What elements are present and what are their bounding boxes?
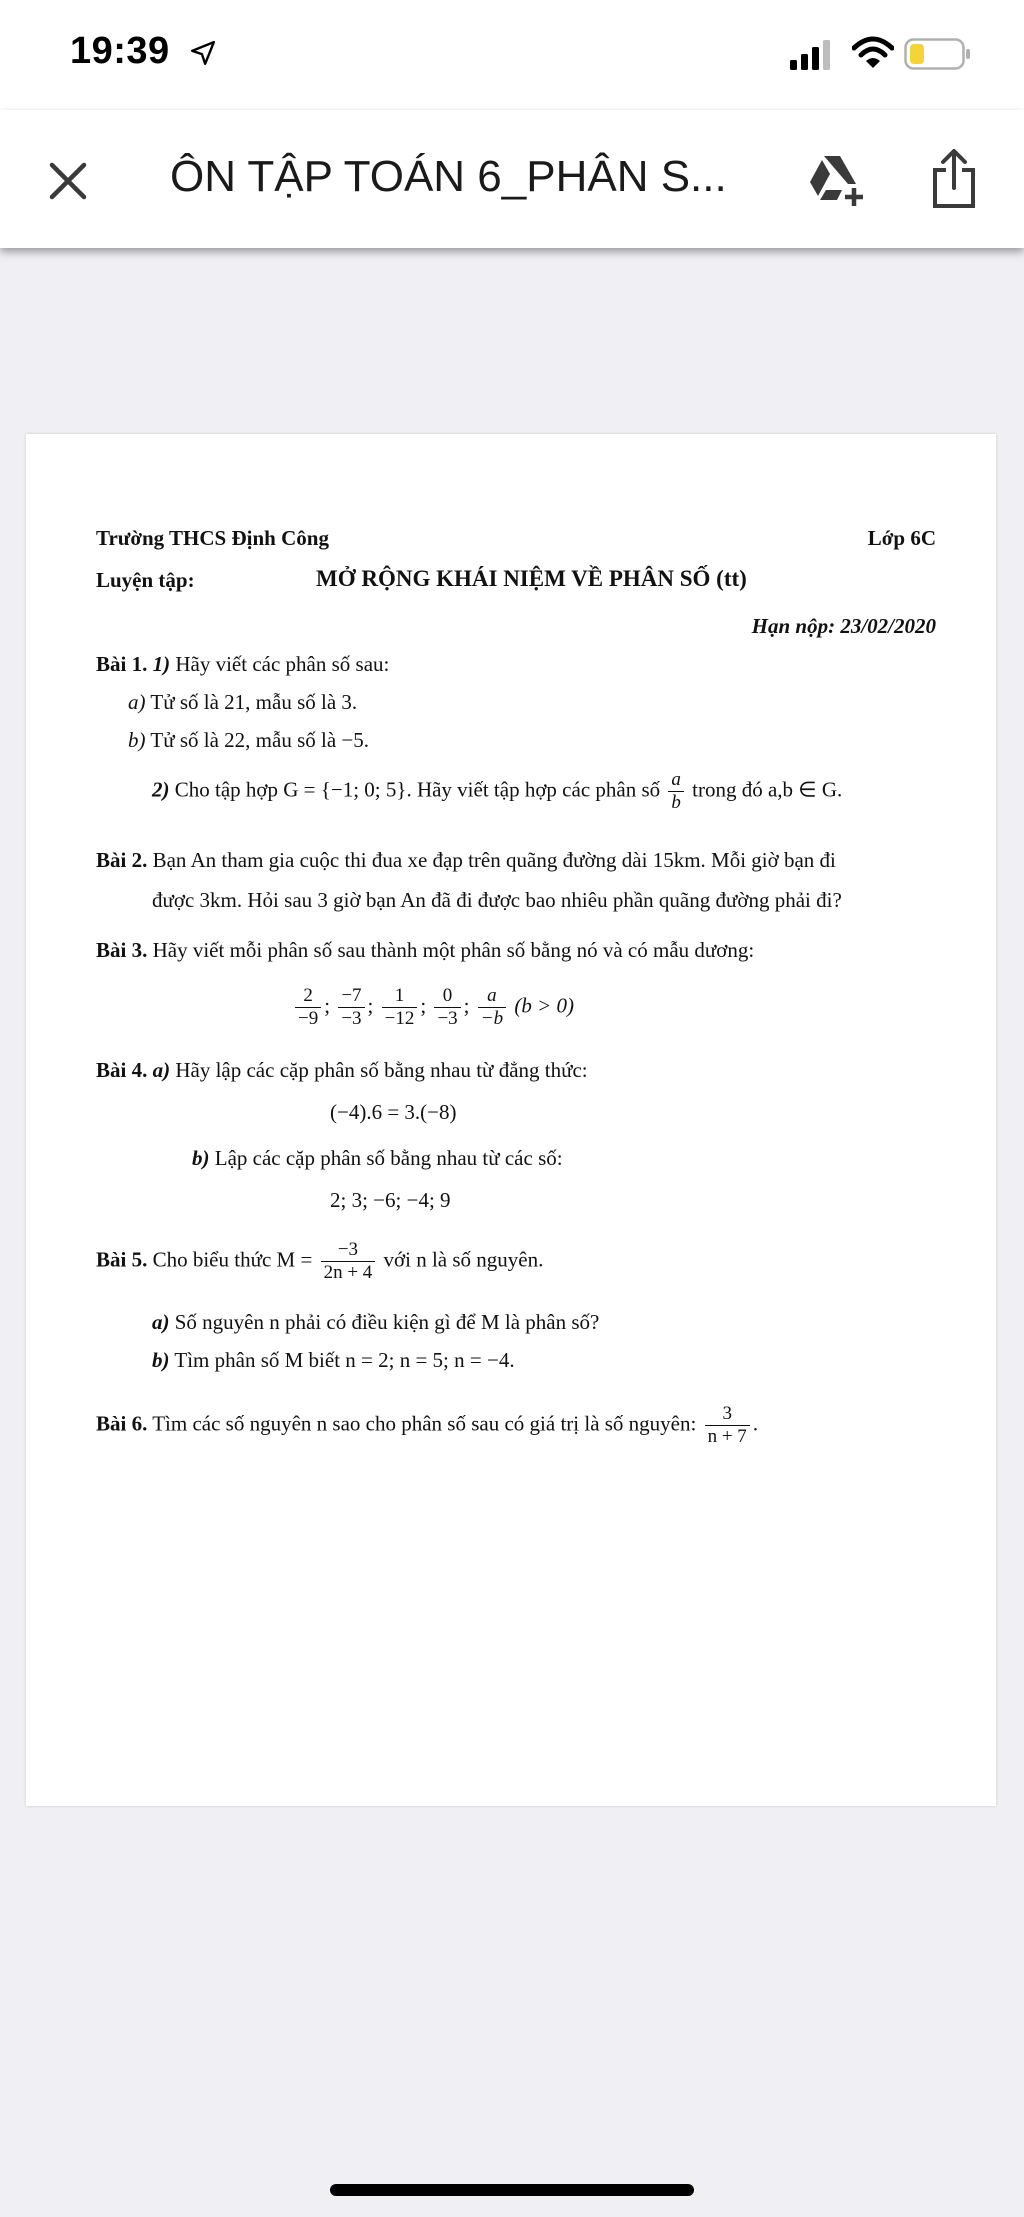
home-indicator[interactable] [330, 2184, 694, 2196]
bai1-fraction [668, 770, 684, 813]
bai1-part2-label: 2) [152, 777, 170, 802]
bai5-a [152, 1310, 599, 1335]
fraction-5-num: a [478, 986, 506, 1008]
fraction-1-den: −9 [298, 1007, 319, 1029]
bai5-pre: Cho biểu thức M = [152, 1247, 313, 1272]
bai4-heading [96, 1058, 588, 1083]
bai1-part2-pre: Cho tập hợp G = {−1; 0; 5}. Hãy viết tập hợp các phân số [174, 777, 661, 802]
bai5-b [152, 1348, 515, 1373]
bai1-b [128, 728, 369, 753]
document-content [26, 434, 996, 1806]
bai6-fraction-den: n + 7 [707, 1425, 747, 1447]
bai4-b [192, 1146, 563, 1171]
bai4-equation: (−4).6 = 3.(−8) [330, 1100, 457, 1124]
bai1-label: Bài 1. [96, 652, 148, 676]
bai5-fraction [321, 1240, 376, 1283]
bai3-heading [96, 938, 754, 963]
bai5-fraction-num: −3 [321, 1240, 376, 1262]
class-name: Lớp 6C [867, 526, 936, 550]
bai3-condition: (b > 0) [514, 993, 574, 1018]
bai3-label: Bài 3. [96, 938, 148, 962]
status-bar [0, 0, 1024, 110]
close-icon[interactable] [42, 155, 94, 207]
bai2-line1 [96, 848, 836, 873]
fraction-4-num: 0 [434, 986, 460, 1008]
bai2-text1: Bạn An tham gia cuộc thi đua xe đạp trên quãng đường dài 15km. Mỗi giờ bạn đi [152, 848, 836, 872]
bai3-text: Hãy viết mỗi phân số sau thành một phân số bằng nó và có mẫu dương: [152, 938, 755, 962]
bai5-post: với n là số nguyên. [383, 1247, 544, 1272]
bai1-part1-label: 1) [152, 652, 171, 676]
bai1-b-text: Tử số là 22, mẫu số là −5. [150, 728, 369, 752]
bai5-a-text: Số nguyên n phải có điều kiện gì để M là phân số? [174, 1310, 600, 1334]
fraction-5 [478, 986, 506, 1029]
battery-icon [904, 38, 972, 70]
exercise-label: Luyện tập: [96, 568, 195, 592]
bai6-label: Bài 6. [96, 1411, 148, 1436]
deadline: Hạn nộp: 23/02/2020 [751, 614, 936, 638]
bai1-part2 [152, 770, 842, 813]
bai4-b-label: b) [192, 1146, 210, 1170]
nav-bar [0, 110, 1024, 248]
fraction-1-num: 2 [295, 986, 321, 1008]
bai1-part1-text: Hãy viết các phân số sau: [175, 652, 390, 676]
bai4-numbers: 2; 3; −6; −4; 9 [330, 1188, 451, 1212]
signal-icon [790, 40, 834, 70]
bai1-fraction-num: a [668, 770, 684, 792]
bai1-a-text: Tử số là 21, mẫu số là 3. [150, 690, 358, 714]
bai6-line [96, 1404, 758, 1447]
fraction-2-num: −7 [338, 986, 364, 1008]
wifi-icon [852, 36, 894, 70]
fraction-4 [434, 986, 460, 1029]
fraction-3-den: −12 [384, 1007, 415, 1029]
fraction-3-num: 1 [382, 986, 418, 1008]
bai4-a-text: Hãy lập các cặp phân số bằng nhau từ đẳng thức: [175, 1058, 588, 1082]
worksheet-title: MỞ RỘNG KHÁI NIỆM VỀ PHÂN SỐ (tt) [316, 566, 747, 591]
fraction-5-den: −b [480, 1007, 504, 1029]
bai4-b-text: Lập các cặp phân số bằng nhau từ các số: [214, 1146, 563, 1170]
bai6-end: . [752, 1411, 759, 1436]
bai1-heading [96, 652, 389, 677]
bai1-a-label: a) [128, 690, 146, 714]
share-icon[interactable] [930, 148, 978, 210]
bai5-b-label: b) [152, 1348, 170, 1372]
fraction-1 [295, 986, 321, 1029]
location-arrow-icon [190, 40, 216, 66]
bai5-fraction-den: 2n + 4 [323, 1261, 373, 1283]
bai2-label: Bài 2. [96, 848, 148, 872]
bai1-a [128, 690, 357, 715]
fraction-4-den: −3 [437, 1007, 458, 1029]
bai1-fraction-den: b [671, 791, 681, 813]
bai2-line2: được 3km. Hỏi sau 3 giờ bạn An đã đi được bao nhiêu phần quãng đường phải đi? [152, 888, 842, 912]
fraction-2-den: −3 [341, 1007, 362, 1029]
bai3-fractions: $\frac{2}{-9}$ ; $\frac{-7}{-3}$ ; $\frac{1}{-12}$ ; $\frac{0}{-3}$ ; $\frac{a}{-b}$ (b > 0) [292, 986, 574, 1029]
school-name: Trường THCS Định Công [96, 526, 329, 550]
fraction-2 [338, 986, 364, 1029]
bai5-b-text: Tìm phân số M biết n = 2; n = 5; n = −4. [174, 1348, 515, 1372]
bai4-label: Bài 4. [96, 1058, 148, 1082]
fraction-3 [382, 986, 418, 1029]
bai5-a-label: a) [152, 1310, 170, 1334]
bai1-part2-post: trong đó a,b ∈ G. [692, 777, 843, 802]
document-page[interactable] [26, 434, 996, 1806]
bai5-label: Bài 5. [96, 1247, 148, 1272]
bai6-text: Tìm các số nguyên n sao cho phân số sau có giá trị là số nguyên: [152, 1411, 697, 1436]
bai4-a-label: a) [152, 1058, 171, 1082]
document-title: ÔN TẬP TOÁN 6_PHÂN S... [170, 152, 727, 201]
bai1-b-label: b) [128, 728, 146, 752]
bai5-heading [96, 1240, 543, 1283]
status-time: 19:39 [70, 30, 170, 72]
bai6-fraction-num: 3 [705, 1404, 750, 1426]
google-drive-add-icon[interactable] [806, 152, 866, 206]
bai6-fraction [705, 1404, 750, 1447]
